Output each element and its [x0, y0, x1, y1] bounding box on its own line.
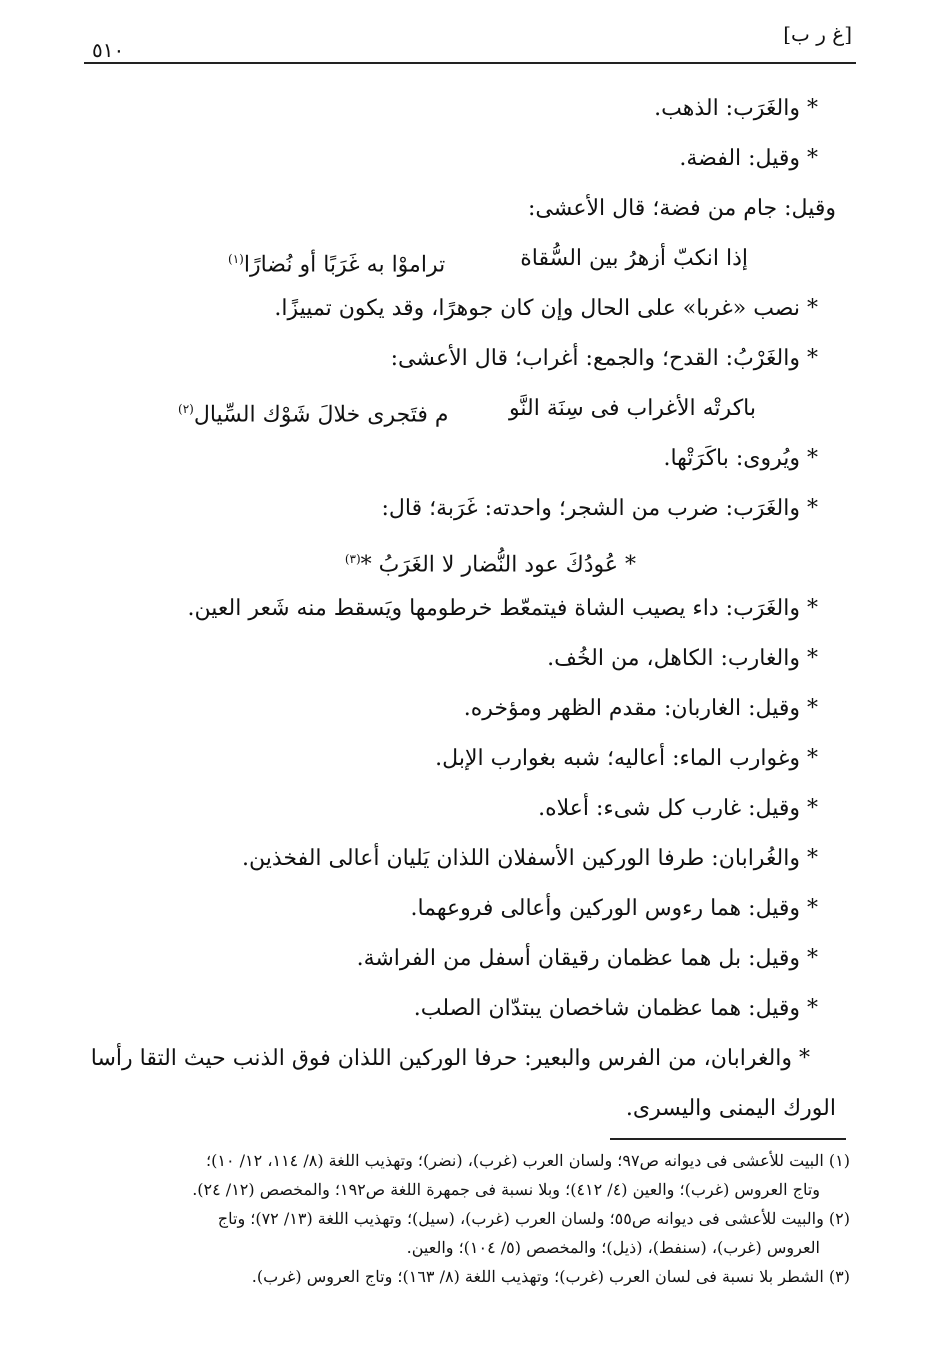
verse-hemistich-left — [228, 234, 445, 290]
text-line: * وقيل: الفضة. — [679, 146, 818, 171]
text-line: * وقيل: بل هما عظمان رقيقان أسفل من الفراشة. — [356, 946, 818, 971]
footnote-line: (٢) والبيت للأعشى فى ديوانه ص٥٥؛ ولسان العرب (غرب)، (سيل)؛ وتهذيب اللغة (١٣/ ٧٢)؛ وتاج — [217, 1209, 850, 1228]
verse-text: * عُودُكَ عود النُّضار لا الغَرَبُ * — [360, 552, 636, 578]
main-text — [78, 84, 836, 1134]
verse-text: م فتَجرى خلالَ شَوْك السِّيال — [193, 402, 449, 428]
text-line: * والغَرَب: داء يصيب الشاة فيتمعّط خرطومها ويَسقط منه شَعر العين. — [187, 596, 818, 621]
footnote-rule — [610, 1138, 846, 1140]
text-line: * والغَرَب: ضرب من الشجر؛ واحدته: غَرَبة؛ قال: — [381, 496, 818, 521]
footnote-line: العروس (غرب)، (سنفط)، (ذيل)؛ والمخصص (٥/ ١٠٤)؛ والعين. — [406, 1238, 820, 1257]
text-line: * والغرابان، من الفرس والبعير: حرفا الوركين اللذان فوق الذنب حيث التقا رأسا — [90, 1046, 810, 1071]
text-line: * وقيل: الغاربان: مقدم الظهر ومؤخره. — [463, 696, 818, 721]
text-line: * نصب «غربا» على الحال وإن كان جوهرًا، وقد يكون تمييزًا. — [274, 296, 818, 321]
verse-line — [78, 534, 836, 584]
verse-line — [78, 234, 836, 284]
verse-hemistich-left — [178, 384, 449, 440]
footnotes — [78, 1146, 850, 1291]
section-root-mark: [غ ر ب] — [783, 22, 852, 46]
page-number: ٥١٠ — [92, 38, 125, 62]
text-line: * وقيل: هما عظمان شاخصان يبتدّان الصلب. — [413, 996, 818, 1021]
footnote-ref: (١) — [228, 252, 244, 266]
footnote-ref: (٢) — [178, 402, 194, 416]
text-line: الورك اليمنى واليسرى. — [625, 1096, 836, 1121]
text-line: * والغُرابان: طرفا الوركين الأسفلان اللذان يَليان أعالى الفخذين. — [241, 846, 818, 871]
text-line: * والغارب: الكاهل، من الخُف. — [547, 646, 818, 671]
footnote-ref: (٣) — [344, 552, 361, 566]
text-line: * وغوارب الماء: أعاليه؛ شبه بغوارب الإبل. — [435, 746, 818, 771]
text-line: * والغَرَب: الذهب. — [654, 96, 818, 121]
verse-hemistich-right: باكرتْه الأغراب فى سِنَة النَّو — [509, 396, 756, 421]
running-header — [92, 18, 852, 62]
verse-text: تراموْا به غَرَبًا أو نُضارًا — [243, 252, 446, 278]
text-line: وقيل: جام من فضة؛ قال الأعشى: — [527, 196, 836, 221]
text-line: * ويُروى: باكَرَتْها. — [663, 446, 818, 471]
verse-line — [78, 384, 836, 434]
text-line: * والغَرْبُ: القدح؛ والجمع: أغراب؛ قال الأعشى: — [390, 346, 818, 371]
footnote-line: وتاج العروس (غرب)؛ والعين (٤/ ٤١٢)؛ وبلا نسبة فى جمهرة اللغة ص١٩٢؛ والمخصص (١٢/ ٢٤). — [192, 1180, 820, 1199]
text-line: * وقيل: غارب كل شىء: أعلاه. — [538, 796, 818, 821]
verse-hemistich-right: إذا انكبّ أزهرُ بين السُّقاة — [520, 246, 748, 271]
footnote-line: (٣) الشطر بلا نسبة فى لسان العرب (غرب)؛ وتهذيب اللغة (٨/ ١٦٣)؛ وتاج العروس (غرب). — [251, 1267, 850, 1286]
footnote-line: (١) البيت للأعشى فى ديوانه ص٩٧؛ ولسان العرب (غرب)، (نضر)؛ وتهذيب اللغة (٨/ ١١٤، ١٢/ ١٠)؛ — [206, 1151, 850, 1170]
header-rule — [84, 62, 856, 64]
text-line: * وقيل: هما رءوس الوركين وأعالى فروعهما. — [410, 896, 818, 921]
